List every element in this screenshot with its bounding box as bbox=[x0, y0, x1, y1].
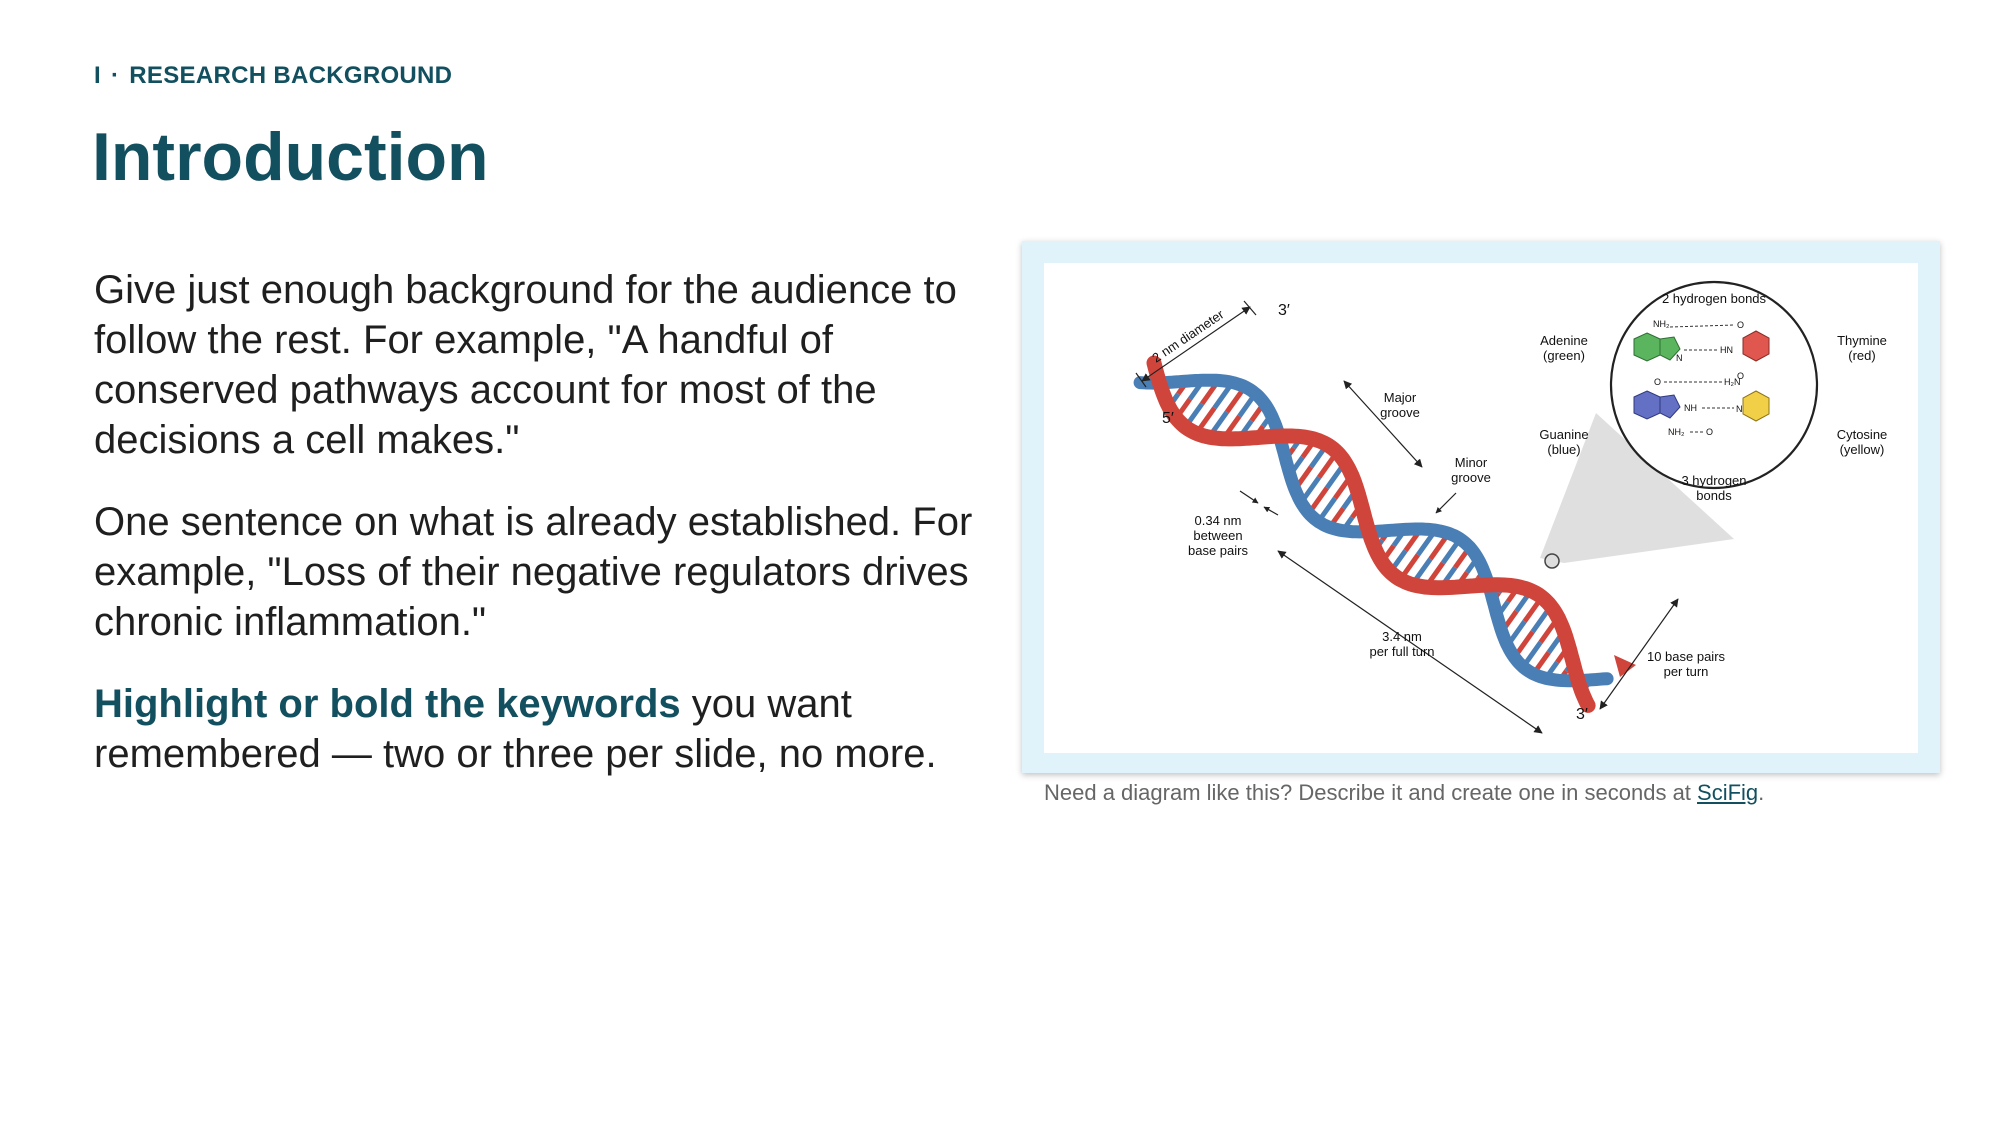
svg-text:N: N bbox=[1736, 404, 1743, 414]
slide-title: Introduction bbox=[92, 119, 489, 195]
section-separator: · bbox=[110, 62, 120, 89]
bp-per-turn-label-1: 10 base pairs bbox=[1646, 649, 1726, 664]
paragraph-background: Give just enough background for the audience to follow the rest. For example, "A handful of conserved pathways account for most of the decisions a cell makes." bbox=[94, 268, 957, 462]
cytosine-label-2: (yellow) bbox=[1839, 442, 1885, 457]
thymine-label-2: (red) bbox=[1848, 348, 1876, 363]
svg-text:N: N bbox=[1676, 353, 1683, 363]
three-hbonds-label-2: bonds bbox=[1696, 488, 1732, 503]
bp-spacing-label-1: 0.34 nm bbox=[1194, 513, 1242, 528]
thymine-label-1: Thymine bbox=[1837, 333, 1887, 348]
cytosine-label-1: Cytosine bbox=[1836, 427, 1888, 442]
keywords-rest: you want remembered — two or three per slide, no more. bbox=[94, 682, 937, 776]
svg-text:HN: HN bbox=[1720, 345, 1733, 355]
minor-groove-pointer bbox=[1436, 493, 1456, 513]
minor-groove-label-1: Minor bbox=[1454, 455, 1488, 470]
svg-text:O: O bbox=[1737, 320, 1745, 330]
paragraph-established: One sentence on what is already established. For example, "Loss of their negative regulators drives chronic inflammation." bbox=[94, 500, 973, 644]
figure-caption bbox=[1044, 780, 1764, 806]
dna-diagram bbox=[1044, 263, 1918, 753]
zoom-origin-marker bbox=[1545, 554, 1559, 568]
two-hbonds-label: 2 hydrogen bonds bbox=[1661, 291, 1767, 306]
minor-groove-label-2: groove bbox=[1451, 470, 1491, 485]
svg-text:O: O bbox=[1654, 377, 1662, 387]
cytosine-ring bbox=[1743, 391, 1769, 421]
major-groove-label-1: Major bbox=[1383, 390, 1417, 405]
bp-spacing-label-2: between bbox=[1193, 528, 1243, 543]
major-groove-label-2: groove bbox=[1380, 405, 1420, 420]
svg-text:NH₂: NH₂ bbox=[1653, 319, 1670, 329]
section-number: I bbox=[94, 62, 101, 89]
guanine-label-1: Guanine bbox=[1539, 427, 1589, 442]
keywords-highlight: Highlight or bold the keywords bbox=[94, 682, 681, 726]
guanine-ring bbox=[1634, 391, 1660, 419]
svg-text:H₂N: H₂N bbox=[1724, 377, 1741, 387]
adenine-ring bbox=[1634, 333, 1660, 361]
adenine-label-2: (green) bbox=[1543, 348, 1585, 363]
figure-frame bbox=[1022, 241, 1940, 773]
svg-text:NH: NH bbox=[1684, 403, 1697, 413]
body-text bbox=[94, 265, 994, 811]
scifig-link[interactable]: SciFig bbox=[1697, 780, 1759, 805]
diameter-label: 2 nm diameter bbox=[1149, 306, 1227, 366]
svg-text:NH₂: NH₂ bbox=[1668, 427, 1685, 437]
three-prime-bottom-label: 3′ bbox=[1576, 706, 1588, 723]
paragraph-keywords bbox=[94, 679, 994, 779]
svg-text:O: O bbox=[1706, 427, 1714, 437]
section-label: RESEARCH BACKGROUND bbox=[129, 62, 453, 89]
dna-diagram-svg bbox=[1044, 263, 1918, 753]
diameter-dimension-line bbox=[1142, 307, 1250, 381]
adenine-label-1: Adenine bbox=[1540, 333, 1588, 348]
full-turn-label-2: per full turn bbox=[1369, 644, 1435, 659]
svg-text:O: O bbox=[1737, 371, 1745, 381]
guanine-label-2: (blue) bbox=[1547, 442, 1581, 457]
three-prime-top-label: 3′ bbox=[1278, 302, 1290, 319]
caption-text: Need a diagram like this? Describe it and create one in seconds at bbox=[1044, 780, 1698, 805]
full-turn-label-1: 3.4 nm bbox=[1382, 629, 1422, 644]
thymine-ring bbox=[1743, 331, 1769, 361]
three-hbonds-label-1: 3 hydrogen bbox=[1681, 473, 1747, 488]
section-eyebrow bbox=[94, 62, 452, 90]
inset-circle bbox=[1611, 282, 1817, 488]
bp-per-turn-label-2: per turn bbox=[1663, 664, 1709, 679]
five-prime-label: 5′ bbox=[1162, 410, 1174, 427]
bp-spacing-label-3: base pairs bbox=[1188, 543, 1248, 558]
caption-end: . bbox=[1758, 780, 1765, 805]
